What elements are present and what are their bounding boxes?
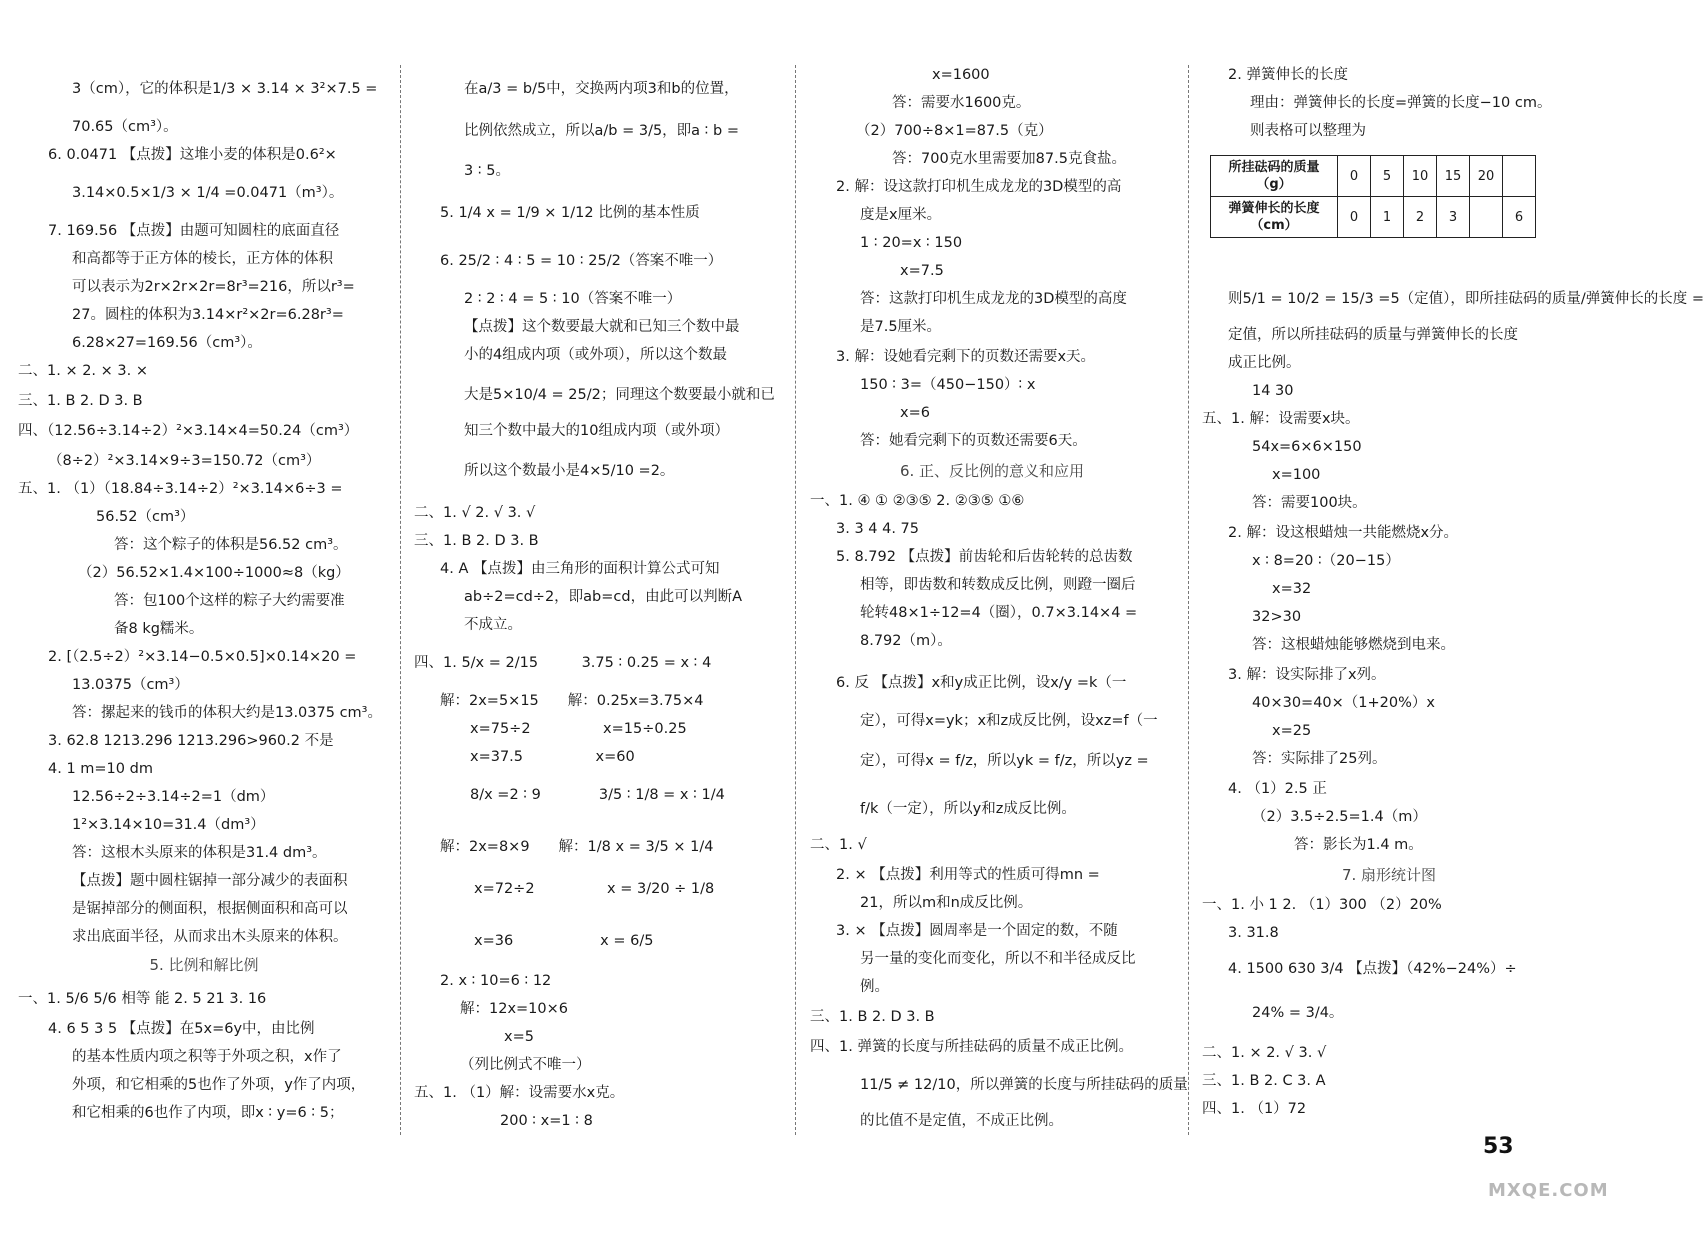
text-line: 21，所以m和n成反比例。 [860,895,1033,911]
text-line: 14 30 [1252,383,1294,399]
text-line: 三、1. B 2. C 3. A [1202,1073,1326,1089]
text-line: 比例依然成立，所以a/b = 3/5，即a ∶ b = [464,123,740,139]
text-line: 11/5 ≠ 12/10，所以弹簧的长度与所挂砝码的质量 [860,1077,1188,1093]
text-line: 5. 1/4 x = 1/9 × 1/12 比例的基本性质 [440,205,700,221]
text-line: x=7.5 [900,263,944,279]
text-line: 3. 解：设她看完剩下的页数还需要x天。 [836,349,1096,365]
text-line: 2 ∶ 2 ∶ 4 = 5 ∶ 10（答案不唯一） [464,291,682,307]
text-line: 答：这款打印机生成龙龙的3D模型的高度 [860,291,1127,307]
text-line: 24% = 3/4。 [1252,1005,1344,1021]
text-line: 四、1. 弹簧的长度与所挂砝码的质量不成正比例。 [810,1039,1133,1055]
text-line: （2）56.52×1.4×100÷1000≈8（kg） [78,565,350,581]
text-line: 定），可得x=yk；x和z成反比例，设xz=f（一 [860,713,1158,729]
table-cell: 20 [1470,156,1503,197]
text-line: 答：实际排了25列。 [1252,751,1387,767]
text-line: 外项，和它相乘的5也作了外项，y作了内项， [72,1077,366,1093]
text-line: 56.52（cm³） [96,509,195,525]
text-line: 2. x ∶ 10=6 ∶ 12 [440,973,552,989]
text-line: 2. 解：设这款打印机生成龙龙的3D模型的高 [836,179,1122,195]
column-divider [400,65,401,1135]
text-line: 54x=6×6×150 [1252,439,1362,455]
text-line: （2）700÷8×1=87.5（克） [856,123,1053,139]
text-line: 27。圆柱的体积为3.14×r²×2r=6.28r³= [72,307,344,323]
table-cell: 6 [1503,197,1536,238]
text-line: 一、1. ④ ① ②③⑤ 2. ②③⑤ ①⑥ [810,493,1025,509]
text-line: 32>30 [1252,609,1302,625]
text-line: 4. 6 5 3 5 【点拨】在5x=6y中，由比例 [48,1021,315,1037]
table-cell: 2 [1404,197,1437,238]
answer-column-1 [14,55,394,1175]
text-line: （列比例式不唯一） [460,1057,591,1073]
text-line: 的基本性质内项之积等于外项之积，x作了 [72,1049,342,1065]
text-line: 2. × 【点拨】利用等式的性质可得mn = [836,867,1100,883]
text-line: 4. 1500 630 3/4 【点拨】（42%−24%）÷ [1228,961,1517,977]
table-cell: 10 [1404,156,1437,197]
text-line: ab÷2=cd÷2，即ab=cd，由此可以判断A [464,589,742,605]
text-line: 1²×3.14×10=31.4（dm³） [72,817,265,833]
table-cell: 1 [1371,197,1404,238]
text-line: 3. 62.8 1213.296 1213.296>960.2 不是 [48,733,334,749]
text-line: 答：包100个这样的粽子大约需要准 [114,593,345,609]
text-line: 定），可得x = f/z，所以yk = f/z，所以yz = [860,753,1149,769]
text-line: 四、1. （1）72 [1202,1101,1307,1117]
text-line: 6. 反 【点拨】x和y成正比例，设x/y =k（一 [836,675,1127,691]
text-line: x ∶ 8=20 ∶（20−15） [1252,553,1400,569]
text-line: 3 ∶ 5。 [464,163,510,179]
text-line: 度是x厘米。 [860,207,942,223]
table-row-header: 弹簧伸长的长度（cm） [1211,197,1338,238]
text-line: f/k（一定），所以y和z成反比例。 [860,801,1076,817]
text-line: 3. 解：设实际排了x列。 [1228,667,1386,683]
text-line: 3. 3 4 4. 75 [836,521,920,537]
table-cell: 0 [1338,156,1371,197]
text-line: 不成立。 [464,617,522,633]
text-line: 70.65（cm³）。 [72,119,178,135]
text-line: 答：影长为1.4 m。 [1294,837,1423,853]
text-line: 7. 169.56 【点拨】由题可知圆柱的底面直径 [48,223,340,239]
text-line: 可以表示为2r×2r×2r=8r³=216，所以r³= [72,279,355,295]
text-line: 四、（12.56÷3.14÷2）²×3.14×4=50.24（cm³） [18,423,359,439]
text-line: 答：她看完剩下的页数还需要6天。 [860,433,1087,449]
text-line: 解：2x=5×15 解：0.25x=3.75×4 [440,693,704,709]
text-line: 4. A 【点拨】由三角形的面积计算公式可知 [440,561,720,577]
text-line: 成正比例。 [1228,355,1301,371]
text-line: x=6 [900,405,930,421]
text-line: 4. 1 m=10 dm [48,761,153,777]
text-line: 解：2x=8×9 解：1/8 x = 3/5 × 1/4 [440,839,714,855]
text-line: 答：需要100块。 [1252,495,1367,511]
text-line: 3. × 【点拨】圆周率是一个固定的数，不随 [836,923,1118,939]
text-line: 3. 31.8 [1228,925,1279,941]
text-line: 8.792（m）。 [860,633,952,649]
text-line: 是锯掉部分的侧面积，根据侧面积和高可以 [72,901,348,917]
text-line: 6.28×27=169.56（cm³）。 [72,335,262,351]
text-line: 答：700克水里需要加87.5克食盐。 [892,151,1126,167]
text-line: 6. 25/2 ∶ 4 ∶ 5 = 10 ∶ 25/2（答案不唯一） [440,253,723,269]
text-line: 2. [（2.5÷2）²×3.14−0.5×0.5]×0.14×20 = [48,649,357,665]
text-line: 4. （1）2.5 正 [1228,781,1327,797]
table-cell: 15 [1437,156,1470,197]
text-line: 150 ∶ 3=（450−150）∶ x [860,377,1036,393]
text-line: 五、1. （1）解：设需要水x克。 [414,1085,625,1101]
text-line: 解：12x=10×6 [460,1001,569,1017]
text-line: 五、1. （1）（18.84÷3.14÷2）²×3.14×6÷3 = [18,481,343,497]
text-line: 200 ∶ x=1 ∶ 8 [500,1113,593,1129]
text-line: x=25 [1272,723,1312,739]
text-line: 2. 弹簧伸长的长度 [1228,67,1348,83]
table-cell [1503,156,1536,197]
text-line: 的比值不是定值，不成正比例。 [860,1113,1063,1129]
text-line: 则5/1 = 10/2 = 15/3 =5（定值），即所挂砝码的质量/弹簧伸长的长度 = [1228,291,1704,307]
section-title: 5. 比例和解比例 [149,956,259,974]
text-line: x=37.5 x=60 [470,749,635,765]
text-line: 二、1. √ [810,837,867,853]
text-line: x=72÷2 x = 3/20 ÷ 1/8 [474,881,715,897]
table-row-header: 所挂砝码的质量（g） [1211,156,1338,197]
text-line: 大是5×10/4 = 25/2；同理这个数要最小就和已 [464,387,775,403]
table-cell: 3 [1437,197,1470,238]
text-line: 四、1. 5/x = 2/15 3.75 ∶ 0.25 = x ∶ 4 [414,655,712,671]
text-line: x=75÷2 x=15÷0.25 [470,721,687,737]
text-line: 3（cm），它的体积是1/3 × 3.14 × 3²×7.5 = [72,81,378,97]
text-line: 答：这根蜡烛能够燃烧到电来。 [1252,637,1455,653]
text-line: 是7.5厘米。 [860,319,942,335]
text-line: 一、1. 小 1 2. （1）300 （2）20% [1202,897,1442,913]
text-line: 答：摞起来的钱币的体积大约是13.0375 cm³。 [72,705,382,721]
text-line: 二、1. √ 2. √ 3. √ [414,505,536,521]
text-line: 1 ∶ 20=x ∶ 150 [860,235,963,251]
text-line: x=1600 [932,67,990,83]
column-divider [1188,65,1189,1135]
text-line: x=32 [1272,581,1312,597]
text-line: 一、1. 5/6 5/6 相等 能 2. 5 21 3. 16 [18,991,267,1007]
text-line: 相等，即齿数和转数成反比例，则蹬一圈后 [860,577,1136,593]
text-line: 小的4组成内项（或外项），所以这个数最 [464,347,727,363]
text-line: 三、1. B 2. D 3. B [414,533,539,549]
answer-column-2 [410,55,785,1175]
text-line: 在a/3 = b/5中，交换两内项3和b的位置， [464,81,739,97]
text-line: 三、1. B 2. D 3. B [810,1009,935,1025]
text-line: 12.56÷2÷3.14÷2=1（dm） [72,789,275,805]
text-line: （8÷2）²×3.14×9÷3=150.72（cm³） [48,453,321,469]
watermark-logo: MXQE.COM [1488,1180,1609,1201]
text-line: 知三个数中最大的10组成内项（或外项） [464,423,729,439]
text-line: 另一量的变化而变化，所以不和半径成反比 [860,951,1136,967]
text-line: 3.14×0.5×1/3 × 1/4 =0.0471（m³）。 [72,185,344,201]
text-line: 则表格可以整理为 [1250,123,1366,139]
text-line: 40×30=40×（1+20%）x [1252,695,1435,711]
text-line: 二、1. × 2. × 3. × [18,363,148,379]
text-line: 【点拨】这个数要最大就和已知三个数中最 [464,319,740,335]
text-line: 五、1. 解：设需要x块。 [1202,411,1360,427]
table-cell: 5 [1371,156,1404,197]
table-row [1211,156,1536,197]
text-line: 6. 0.0471 【点拨】这堆小麦的体积是0.6²× [48,147,337,163]
text-line: 轮转48×1÷12=4（圈），0.7×3.14×4 = [860,605,1138,621]
text-line: 8/x =2 ∶ 9 3/5 ∶ 1/8 = x ∶ 1/4 [470,787,725,803]
text-line: 求出底面半径，从而求出木头原来的体积。 [72,929,348,945]
text-line: 二、1. × 2. √ 3. √ [1202,1045,1327,1061]
section-title: 6. 正、反比例的意义和应用 [899,462,1085,480]
column-divider [795,65,796,1135]
text-line: 答：这根木头原来的体积是31.4 dm³。 [72,845,327,861]
text-line: （2）3.5÷2.5=1.4（m） [1252,809,1427,825]
text-line: x=36 x = 6/5 [474,933,654,949]
text-line: 定值，所以所挂砝码的质量与弹簧伸长的长度 [1228,327,1518,343]
text-line: 2. 解：设这根蜡烛一共能燃烧x分。 [1228,525,1459,541]
text-line: 答：需要水1600克。 [892,95,1031,111]
text-line: 和高都等于正方体的棱长，正方体的体积 [72,251,333,267]
text-line: x=100 [1272,467,1321,483]
text-line: 备8 kg糯米。 [114,621,204,637]
table-row [1211,197,1536,238]
text-line: 三、1. B 2. D 3. B [18,393,143,409]
data-table [1210,155,1536,238]
table-cell [1470,197,1503,238]
table-cell: 0 [1338,197,1371,238]
section-title: 7. 扇形统计图 [1341,866,1437,884]
answer-column-3 [806,55,1188,1175]
answer-column-4 [1198,55,1704,1175]
text-line: 13.0375（cm³） [72,677,189,693]
text-line: 答：这个粽子的体积是56.52 cm³。 [114,537,348,553]
text-line: 例。 [860,979,889,995]
text-line: 所以这个数最小是4×5/10 =2。 [464,463,675,479]
text-line: 和它相乘的6也作了内项，即x ∶ y=6 ∶ 5； [72,1105,344,1121]
text-line: 5. 8.792 【点拨】前齿轮和后齿轮转的总齿数 [836,549,1133,565]
text-line: x=5 [504,1029,534,1045]
text-line: 【点拨】题中圆柱锯掉一部分减少的表面积 [72,873,348,889]
text-line: 理由：弹簧伸长的长度=弹簧的长度−10 cm。 [1250,95,1552,111]
page-number: 53 [1483,1134,1514,1159]
